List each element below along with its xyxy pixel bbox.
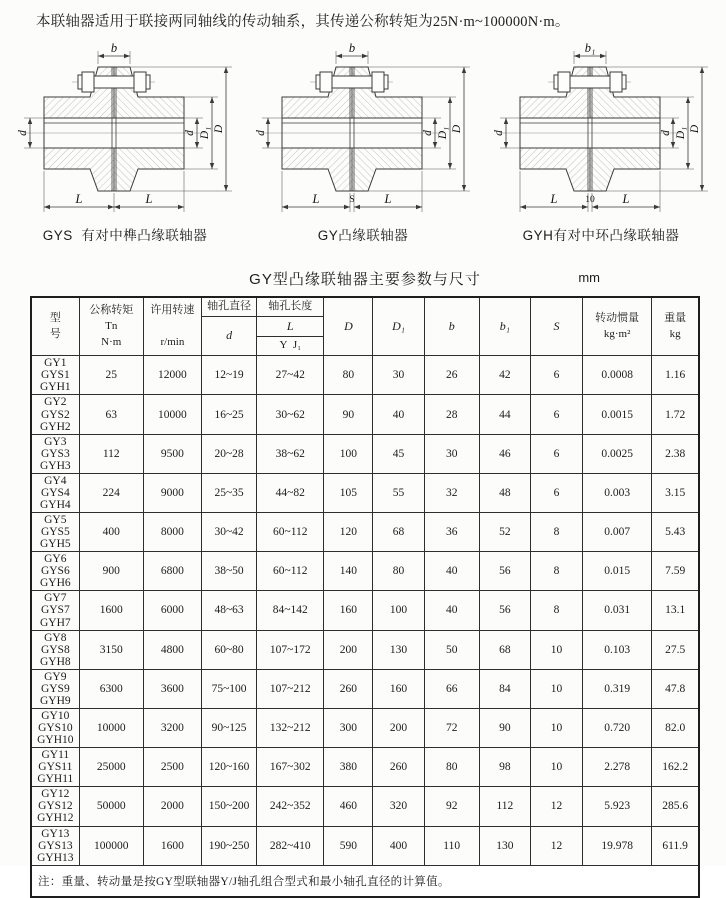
cell-speed: 10000 [143, 395, 201, 434]
dim-label-b-top: b [348, 41, 356, 55]
cell-D: 90 [324, 395, 373, 434]
coupling-drawing-gys-icon [9, 41, 241, 215]
cell-D1: 100 [373, 591, 424, 630]
dim-label-d1: D₁ [437, 126, 449, 140]
cell-D1: 130 [373, 630, 424, 669]
cell-S: 12 [530, 787, 582, 826]
col-header-b: b [424, 297, 479, 356]
cell-torque: 900 [79, 552, 143, 591]
cell-weight: 2.38 [652, 434, 699, 473]
cell-b1: 56 [479, 552, 530, 591]
cell-inertia: 0.031 [583, 591, 652, 630]
cell-model: GY2 GYS2 GYH2 [31, 395, 79, 434]
cell-model: GY11 GYS11 GYH11 [31, 748, 79, 787]
cell-speed: 3200 [143, 708, 201, 747]
cell-D: 100 [324, 434, 373, 473]
cell-S: 6 [530, 473, 582, 512]
cell-weight: 611.9 [652, 826, 699, 865]
cell-bore-diameter: 150~200 [202, 787, 257, 826]
col-header-bore-diameter-d: d [202, 316, 257, 355]
col-header-weight: 重量 kg [652, 297, 699, 356]
cell-bore-diameter: 75~100 [202, 669, 257, 708]
table-unit-label: mm [578, 270, 600, 285]
cell-model: GY4 GYS4 GYH4 [31, 473, 79, 512]
spec-row-gy7 [31, 591, 699, 630]
cell-b1: 84 [479, 669, 530, 708]
col-header-D1: D₁ [373, 297, 424, 356]
cell-inertia: 0.015 [583, 552, 652, 591]
cell-torque: 3150 [79, 630, 143, 669]
cell-weight: 1.16 [652, 356, 699, 395]
cell-bore-length: 107~172 [257, 630, 324, 669]
col-header-S: S [530, 297, 582, 356]
dim-label-d-left: d [17, 130, 29, 136]
spec-row-gy6 [31, 552, 699, 591]
cell-bore-length: 60~112 [257, 552, 324, 591]
col-header-bore-length-YJ1: Y J₁ [257, 337, 324, 356]
cell-bore-diameter: 90~125 [202, 708, 257, 747]
dim-label-outer-d: D [213, 124, 225, 134]
cell-bore-diameter: 30~42 [202, 513, 257, 552]
cell-torque: 112 [79, 434, 143, 473]
col-header-bore-length-L: L [257, 316, 324, 336]
spec-table-body [31, 356, 699, 865]
dim-label-b-top: b₁ [584, 41, 596, 55]
diagram-gys [6, 41, 244, 244]
cell-S: 10 [530, 748, 582, 787]
dim-label-d-left: d [255, 130, 267, 136]
cell-D: 460 [324, 787, 373, 826]
cell-inertia: 0.319 [583, 669, 652, 708]
intro-text: 本联轴器适用于联接两同轴线的传动轴系，其传递公称转矩为25N·m~100000N·m。 [36, 14, 570, 30]
cell-inertia: 0.0015 [583, 395, 652, 434]
cell-D: 300 [324, 708, 373, 747]
cell-b1: 56 [479, 591, 530, 630]
cell-weight: 27.5 [652, 630, 699, 669]
col-header-bore-length: 轴孔长度 [257, 297, 324, 316]
cell-speed: 8000 [143, 513, 201, 552]
dim-label-outer-d: D [451, 124, 463, 134]
cell-speed: 6800 [143, 552, 201, 591]
col-header-bore-diameter: 轴孔直径 [202, 297, 257, 316]
cell-S: 10 [530, 708, 582, 747]
cell-S: 8 [530, 552, 582, 591]
dim-label-d-right: d [184, 130, 196, 136]
cell-speed: 2000 [143, 787, 201, 826]
cell-torque: 63 [79, 395, 143, 434]
cell-speed: 9000 [143, 473, 201, 512]
cell-b: 32 [424, 473, 479, 512]
cell-speed: 9500 [143, 434, 201, 473]
cell-bore-diameter: 190~250 [202, 826, 257, 865]
cell-weight: 47.8 [652, 669, 699, 708]
cell-D1: 45 [373, 434, 424, 473]
cell-bore-diameter: 25~35 [202, 473, 257, 512]
spec-row-gy9 [31, 669, 699, 708]
cell-D1: 260 [373, 748, 424, 787]
cell-inertia: 5.923 [583, 787, 652, 826]
cell-inertia: 0.103 [583, 630, 652, 669]
spec-row-gy3 [31, 434, 699, 473]
cell-weight: 82.0 [652, 708, 699, 747]
cell-speed: 12000 [143, 356, 201, 395]
cell-b: 50 [424, 630, 479, 669]
cell-inertia: 0.0025 [583, 434, 652, 473]
cell-bore-length: 38~62 [257, 434, 324, 473]
diagram-gy [244, 41, 482, 244]
cell-torque: 10000 [79, 708, 143, 747]
spec-row-gy11 [31, 748, 699, 787]
cell-model: GY6 GYS6 GYH6 [31, 552, 79, 591]
cell-speed: 6000 [143, 591, 201, 630]
cell-b: 110 [424, 826, 479, 865]
cell-S: 8 [530, 591, 582, 630]
cell-b1: 48 [479, 473, 530, 512]
cell-inertia: 19.978 [583, 826, 652, 865]
cell-bore-diameter: 120~160 [202, 748, 257, 787]
cell-b: 26 [424, 356, 479, 395]
cell-b1: 42 [479, 356, 530, 395]
diagram-gyh [482, 41, 720, 244]
spec-row-gy5 [31, 513, 699, 552]
dim-label-b-top: b [110, 41, 118, 55]
cell-S: 10 [530, 630, 582, 669]
cell-torque: 25 [79, 356, 143, 395]
cell-model: GY9 GYS9 GYH9 [31, 669, 79, 708]
cell-D: 200 [324, 630, 373, 669]
cell-S: 10 [530, 669, 582, 708]
cell-D: 260 [324, 669, 373, 708]
cell-model: GY1 GYS1 GYH1 [31, 356, 79, 395]
cell-bore-diameter: 20~28 [202, 434, 257, 473]
cell-bore-length: 107~212 [257, 669, 324, 708]
cell-torque: 25000 [79, 748, 143, 787]
col-header-model: 型 号 [31, 297, 79, 356]
cell-weight: 13.1 [652, 591, 699, 630]
cell-b: 40 [424, 552, 479, 591]
cell-S: 6 [530, 434, 582, 473]
cell-bore-diameter: 60~80 [202, 630, 257, 669]
cell-b: 80 [424, 748, 479, 787]
cell-S: 6 [530, 356, 582, 395]
spec-row-gy8 [31, 630, 699, 669]
cell-torque: 224 [79, 473, 143, 512]
cell-inertia: 0.007 [583, 513, 652, 552]
cell-S: 6 [530, 395, 582, 434]
cell-D1: 200 [373, 708, 424, 747]
cell-bore-length: 167~302 [257, 748, 324, 787]
cell-bore-diameter: 38~50 [202, 552, 257, 591]
cell-b1: 90 [479, 708, 530, 747]
cell-bore-length: 132~212 [257, 708, 324, 747]
cell-torque: 6300 [79, 669, 143, 708]
cell-model: GY7 GYS7 GYH7 [31, 591, 79, 630]
cell-D1: 400 [373, 826, 424, 865]
spec-table-header [31, 297, 699, 356]
cell-b1: 112 [479, 787, 530, 826]
col-header-speed: 许用转速 r/min [143, 297, 201, 356]
col-header-b1: b₁ [479, 297, 530, 356]
cell-inertia: 0.003 [583, 473, 652, 512]
cell-b: 72 [424, 708, 479, 747]
cell-inertia: 2.278 [583, 748, 652, 787]
cell-weight: 285.6 [652, 787, 699, 826]
cell-bore-diameter: 48~63 [202, 591, 257, 630]
diagrams-row [0, 41, 726, 244]
dim-label-d-left: d [493, 130, 505, 136]
cell-bore-diameter: 12~19 [202, 356, 257, 395]
cell-b1: 98 [479, 748, 530, 787]
cell-speed: 1600 [143, 826, 201, 865]
cell-D1: 40 [373, 395, 424, 434]
cell-speed: 4800 [143, 630, 201, 669]
cell-weight: 3.15 [652, 473, 699, 512]
cell-speed: 3600 [143, 669, 201, 708]
cell-b: 30 [424, 434, 479, 473]
table-title-row [30, 268, 700, 288]
cell-model: GY3 GYS3 GYH3 [31, 434, 79, 473]
dim-label-length-right: L [145, 192, 153, 206]
cell-bore-length: 84~142 [257, 591, 324, 630]
cell-b: 36 [424, 513, 479, 552]
cell-bore-diameter: 16~25 [202, 395, 257, 434]
cell-bore-length: 242~352 [257, 787, 324, 826]
cell-speed: 2500 [143, 748, 201, 787]
spec-table [30, 296, 700, 898]
table-note: 注：重量、转动量是按GY型联轴器Y/J轴孔组合型式和最小轴孔直径的计算值。 [31, 865, 699, 897]
dim-label-length-right: L [622, 192, 630, 206]
dim-label-outer-d: D [689, 124, 701, 134]
cell-torque: 50000 [79, 787, 143, 826]
cell-D: 80 [324, 356, 373, 395]
cell-weight: 5.43 [652, 513, 699, 552]
cell-bore-length: 27~42 [257, 356, 324, 395]
dim-label-length-left: L [550, 192, 558, 206]
diagram-caption-gys: GYS 有对中榫凸缘联轴器 [42, 228, 208, 243]
cell-D1: 55 [373, 473, 424, 512]
cell-b1: 68 [479, 630, 530, 669]
coupling-drawing-gy-icon [247, 41, 479, 215]
cell-D: 590 [324, 826, 373, 865]
dim-label-d-right: d [422, 130, 434, 136]
cell-bore-length: 30~62 [257, 395, 324, 434]
cell-weight: 7.59 [652, 552, 699, 591]
cell-torque: 1600 [79, 591, 143, 630]
cell-inertia: 0.720 [583, 708, 652, 747]
spec-row-gy12 [31, 787, 699, 826]
cell-D1: 30 [373, 356, 424, 395]
cell-inertia: 0.0008 [583, 356, 652, 395]
cell-torque: 400 [79, 513, 143, 552]
cell-D: 105 [324, 473, 373, 512]
spec-row-gy10 [31, 708, 699, 747]
cell-model: GY10 GYS10 GYH10 [31, 708, 79, 747]
cell-D1: 160 [373, 669, 424, 708]
cell-D1: 80 [373, 552, 424, 591]
cell-weight: 162.2 [652, 748, 699, 787]
cell-D: 160 [324, 591, 373, 630]
cell-b: 92 [424, 787, 479, 826]
cell-b1: 44 [479, 395, 530, 434]
dim-label-d1: D₁ [199, 126, 211, 140]
cell-D: 120 [324, 513, 373, 552]
cell-bore-length: 60~112 [257, 513, 324, 552]
cell-b: 28 [424, 395, 479, 434]
diagram-caption-gyh: GYH有对中环凸缘联轴器 [522, 228, 680, 243]
cell-model: GY5 GYS5 GYH5 [31, 513, 79, 552]
cell-D1: 320 [373, 787, 424, 826]
cell-weight: 1.72 [652, 395, 699, 434]
cell-model: GY12 GYS12 GYH12 [31, 787, 79, 826]
cell-b: 66 [424, 669, 479, 708]
table-title: GY型凸缘联轴器主要参数与尺寸 [249, 271, 481, 288]
cell-D: 140 [324, 552, 373, 591]
cell-b1: 130 [479, 826, 530, 865]
cell-model: GY13 GYS13 GYH13 [31, 826, 79, 865]
spec-row-gy1 [31, 356, 699, 395]
cell-b1: 46 [479, 434, 530, 473]
spec-table-footer [31, 865, 699, 897]
cell-model: GY8 GYS8 GYH8 [31, 630, 79, 669]
cell-b1: 52 [479, 513, 530, 552]
col-header-torque: 公称转矩 Tn N·m [79, 297, 143, 356]
dim-label-mid: S [349, 195, 355, 205]
cell-S: 12 [530, 826, 582, 865]
dim-label-mid: 10 [585, 195, 595, 205]
spec-row-gy2 [31, 395, 699, 434]
dim-label-length-left: L [312, 192, 320, 206]
spec-row-gy13 [31, 826, 699, 865]
cell-bore-length: 44~82 [257, 473, 324, 512]
col-header-inertia: 转动惯量 kg·m² [583, 297, 652, 356]
coupling-drawing-gyh-icon [485, 41, 717, 215]
dim-label-d1: D₁ [675, 126, 687, 140]
dim-label-d-right: d [660, 130, 672, 136]
spec-row-gy4 [31, 473, 699, 512]
cell-D1: 68 [373, 513, 424, 552]
col-header-D: D [324, 297, 373, 356]
cell-S: 8 [530, 513, 582, 552]
dim-label-length-left: L [75, 192, 83, 206]
cell-D: 380 [324, 748, 373, 787]
diagram-caption-gy: GY凸缘联轴器 [317, 228, 409, 243]
cell-b: 40 [424, 591, 479, 630]
dim-label-length-right: L [384, 192, 392, 206]
cell-torque: 100000 [79, 826, 143, 865]
cell-bore-length: 282~410 [257, 826, 324, 865]
